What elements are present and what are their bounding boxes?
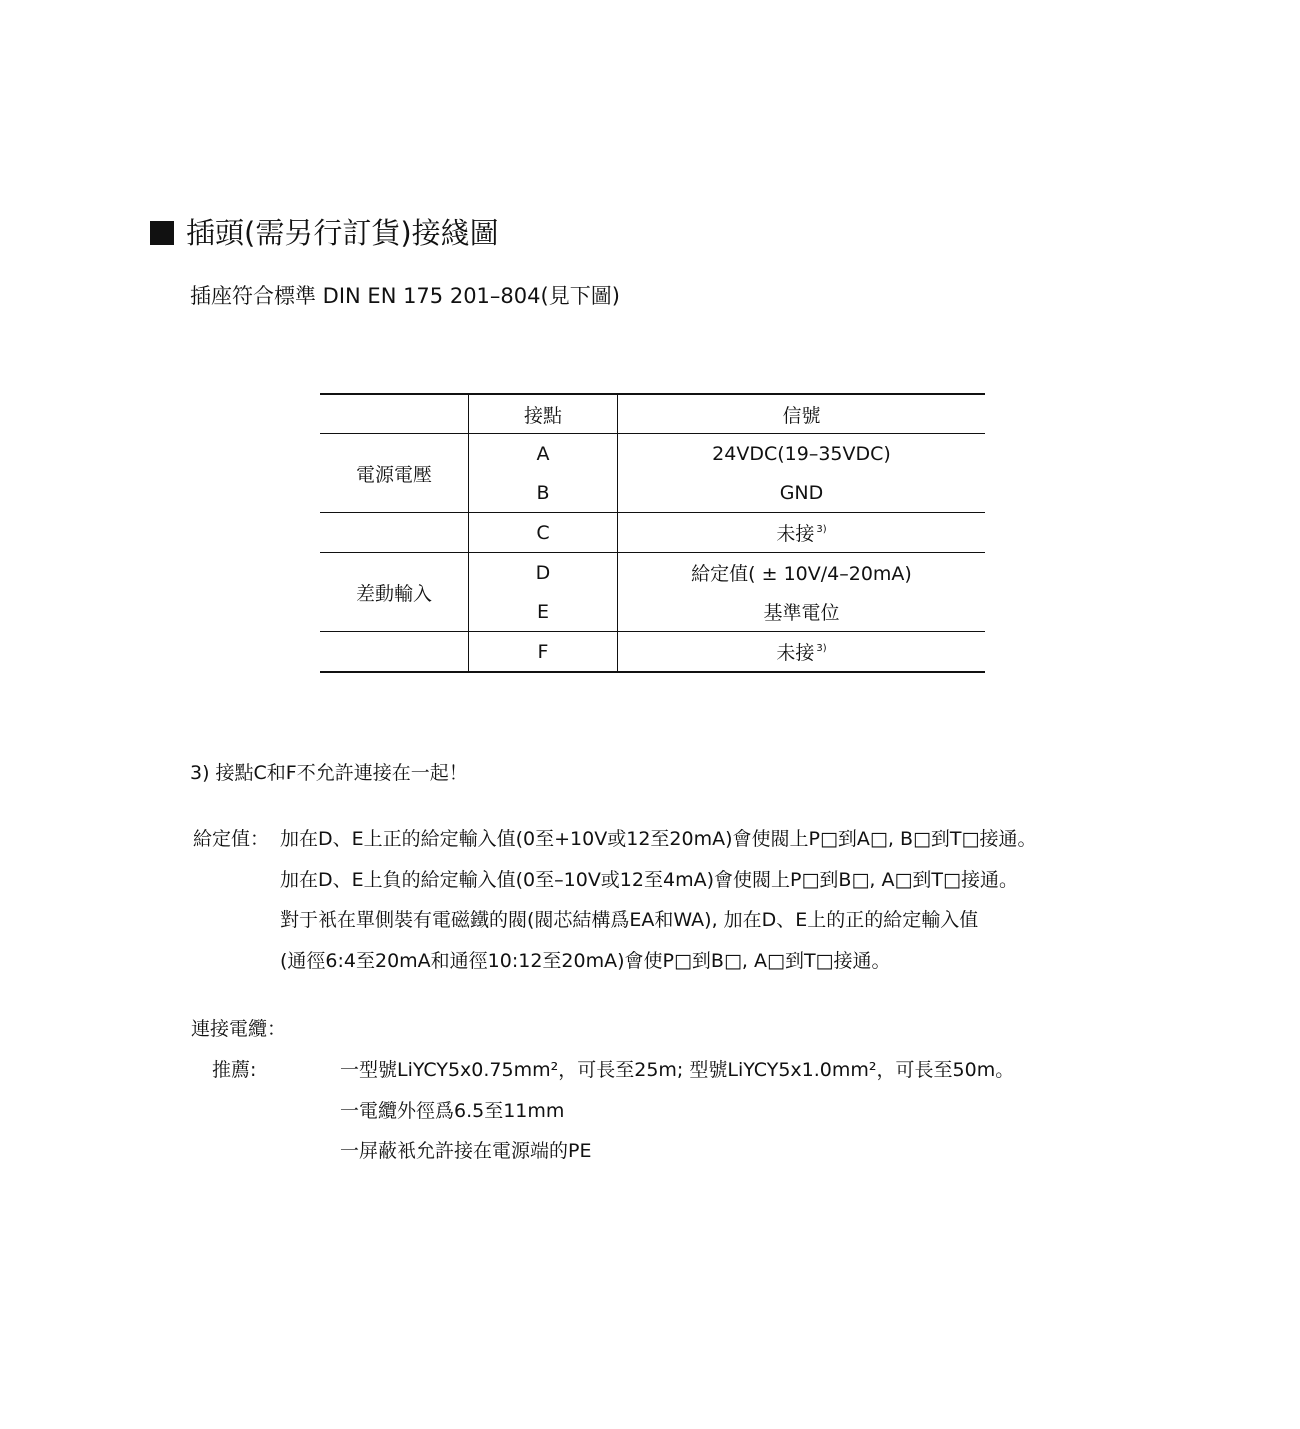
pin-cell: C bbox=[469, 513, 618, 553]
pin-assignment-table bbox=[320, 393, 985, 673]
cable-spec-line: 一型號LiYCY5x0.75mm²，可長至25m; 型號LiYCY5x1.0mm²，可長至50m。 bbox=[340, 1059, 1015, 1081]
footnote-marker: 3) bbox=[816, 643, 827, 654]
cable-label: 連接電纜： bbox=[191, 1018, 287, 1040]
group-empty bbox=[320, 513, 469, 553]
pin-cell: E bbox=[469, 592, 618, 632]
standard-text: 插座符合標準 DIN EN 175 201–804(見下圖) bbox=[190, 284, 620, 308]
header-signal: 信號 bbox=[618, 394, 986, 434]
table-header-row bbox=[320, 394, 985, 434]
setpoint-line: 加在D、E上正的給定輸入值(0至+10V或12至20mA)會使閥上P□到A□, B□到T□接通。 bbox=[280, 828, 1037, 850]
header-pin: 接點 bbox=[469, 394, 618, 434]
signal-text: 未接 bbox=[776, 523, 815, 545]
signal-cell: 給定值( ± 10V/4–20mA) bbox=[691, 563, 912, 585]
table-row bbox=[320, 632, 985, 673]
cable-spec-line: 一電纜外徑爲6.5至11mm bbox=[340, 1100, 565, 1122]
group-empty bbox=[320, 632, 469, 673]
table-row bbox=[320, 513, 985, 553]
signal-text: 未接 bbox=[776, 642, 815, 664]
setpoint-label: 給定值： bbox=[193, 828, 270, 850]
pin-cell: D bbox=[469, 553, 618, 593]
setpoint-line: 對于衹在單側裝有電磁鐵的閥(閥芯結構爲EA和WA), 加在D、E上的正的給定輸入值 bbox=[280, 909, 979, 931]
section-heading bbox=[150, 213, 499, 253]
pin-cell: B bbox=[469, 473, 618, 513]
footnote-marker: 3) bbox=[816, 524, 827, 535]
square-bullet-icon bbox=[150, 221, 174, 245]
table-row bbox=[320, 553, 985, 593]
signal-cell: 24VDC(19–35VDC) bbox=[712, 442, 891, 465]
pin-cell: A bbox=[469, 434, 618, 474]
signal-cell: GND bbox=[618, 473, 986, 513]
group-differential-input: 差動輸入 bbox=[320, 553, 469, 632]
signal-cell bbox=[618, 513, 986, 553]
cable-spec-line: 一屏蔽衹允許接在電源端的PE bbox=[340, 1140, 592, 1162]
section-title: 插頭(需另行訂貨)接綫圖 bbox=[186, 216, 499, 250]
setpoint-line: (通徑6:4至20mA和通徑10:12至20mA)會使P□到B□, A□到T□接通。 bbox=[280, 950, 891, 972]
group-power-supply: 電源電壓 bbox=[320, 434, 469, 513]
table-row bbox=[320, 434, 985, 474]
signal-cell bbox=[618, 632, 986, 673]
recommend-label: 推薦: bbox=[212, 1059, 257, 1081]
signal-cell: 基準電位 bbox=[618, 592, 986, 632]
setpoint-line: 加在D、E上負的給定輸入值(0至–10V或12至4mA)會使閥上P□到B□, A□到T□接通。 bbox=[280, 869, 1018, 891]
footnote-text: 3) 接點C和F不允許連接在一起！ bbox=[190, 762, 468, 784]
header-group bbox=[320, 394, 469, 434]
pin-cell: F bbox=[469, 632, 618, 673]
